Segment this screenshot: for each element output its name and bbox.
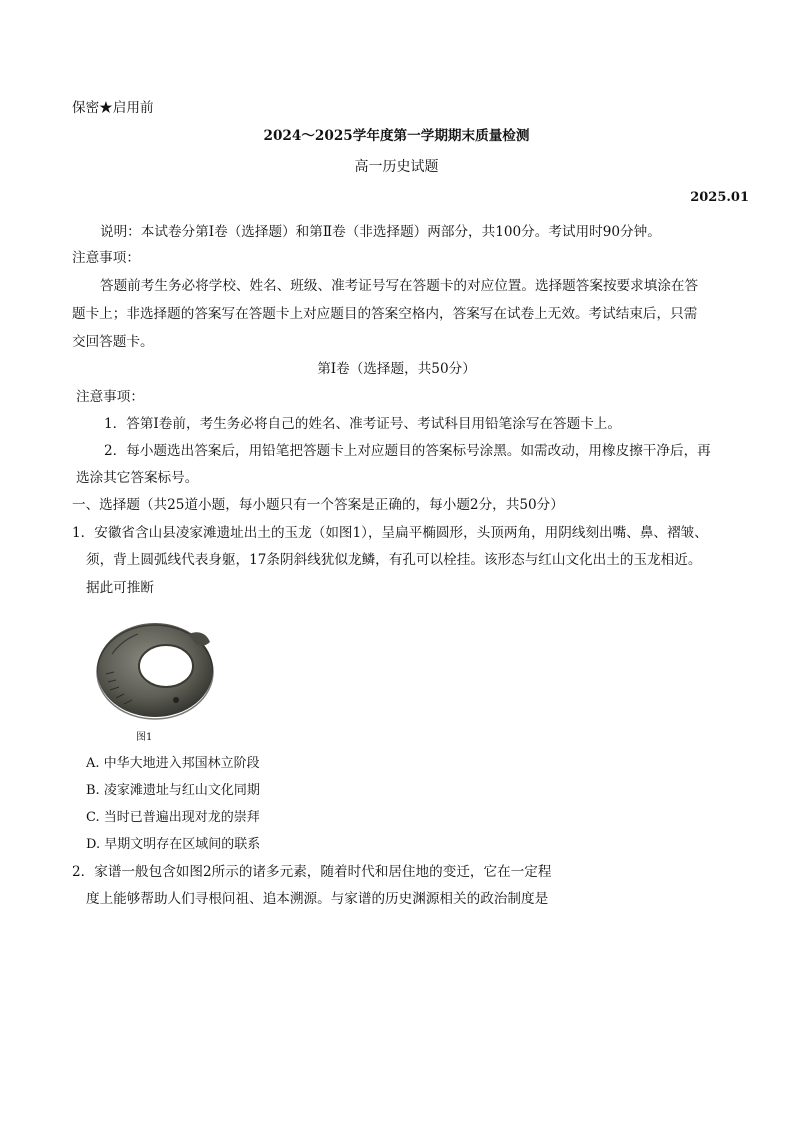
notes-line-1: 答题前考生务必将学校、姓名、班级、准考证号写在答题卡的对应位置。选择题答案按要求填涂在答 — [100, 278, 699, 294]
exam-title: 2024～2025学年度第一学期期末质量检测 — [263, 128, 530, 144]
q2-line-1: 2．家谱一般包含如图2所示的诸多元素，随着时代和居住地的变迁，它在一定程 — [72, 864, 552, 880]
confidential-label: 保密★启用前 — [72, 100, 154, 116]
exam-description: 说明：本试卷分第Ⅰ卷（选择题）和第Ⅱ卷（非选择题）两部分，共100分。考试用时90分钟。 — [100, 224, 661, 240]
jade-dragon-figure — [92, 614, 218, 720]
notes-line-2: 题卡上；非选择题的答案写在答题卡上对应题目的答案空格内，答案写在试卷上无效。考试结束后，只需 — [72, 306, 698, 322]
q1-line-1: 1．安徽省含山县凌家滩遗址出土的玉龙（如图1），呈扁平椭圆形，头顶两角，用阴线刻出嘴、鼻、褶皱、 — [72, 525, 708, 541]
q1-option-b[interactable]: B. 凌家滩遗址与红山文化同期 — [86, 783, 260, 798]
notes-line-3: 交回答题卡。 — [72, 334, 154, 350]
part1-title: 第Ⅰ卷（选择题，共50分） — [317, 361, 476, 377]
q2-line-2: 度上能够帮助人们寻根问祖、追本溯源。与家谱的历史渊源相关的政治制度是 — [86, 891, 549, 907]
q1-option-c[interactable]: C. 当时已普遍出现对龙的崇拜 — [86, 810, 260, 825]
q1-option-a[interactable]: A. 中华大地进入邦国林立阶段 — [86, 756, 260, 771]
q1-line-2: 须，背上圆弧线代表身躯，17条阴斜线犹似龙鳞，有孔可以栓挂。该形态与红山文化出土的玉龙相近。 — [86, 552, 702, 568]
section-heading: 一、选择题（共25道小题，每小题只有一个答案是正确的，每小题2分，共50分） — [72, 497, 564, 513]
figure-1-caption: 图1 — [136, 732, 153, 743]
exam-date: 2025.01 — [690, 190, 749, 205]
subject-title: 高一历史试题 — [354, 159, 439, 175]
q1-line-3: 据此可推断 — [86, 580, 154, 596]
part1-note-2-line-1: 2．每小题选出答案后，用铅笔把答题卡上对应题目的答案标号涂黑。如需改动，用橡皮擦干净后，再 — [104, 443, 711, 459]
q1-option-d[interactable]: D. 早期文明存在区域间的联系 — [86, 837, 261, 852]
part1-note-2-line-2: 选涂其它答案标号。 — [76, 470, 199, 486]
part1-note-1: 1．答第Ⅰ卷前，考生务必将自己的姓名、准考证号、考试科目用铅笔涂写在答题卡上。 — [104, 416, 621, 432]
part1-notes-heading: 注意事项： — [76, 389, 144, 405]
notes-heading: 注意事项： — [72, 250, 140, 266]
